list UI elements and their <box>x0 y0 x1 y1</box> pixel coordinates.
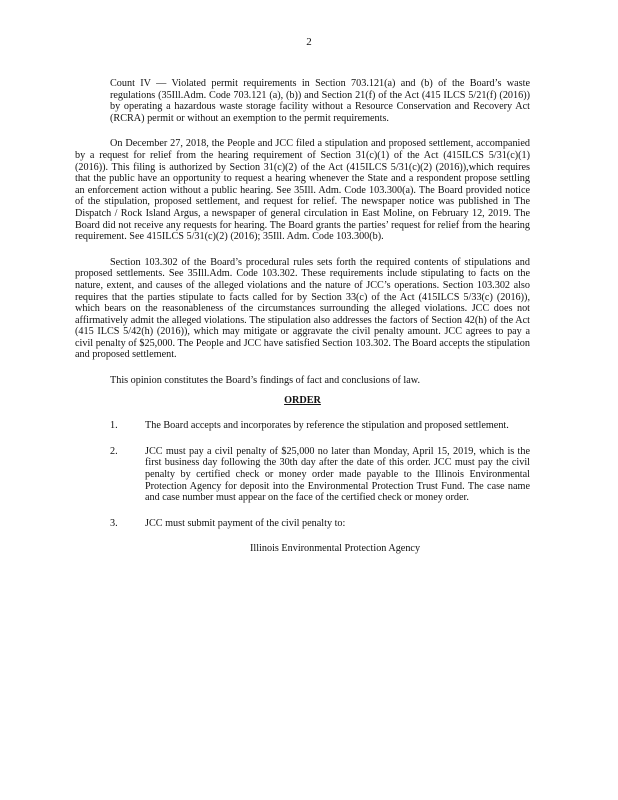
order-item-number: 1. <box>110 420 118 432</box>
order-heading <box>75 395 530 407</box>
count-iv-paragraph: Count IV — Violated permit requirements in Section 703.121(a) and (b) of the Board’s waste regulations (35Ill.Adm. Code 703.121 (a), (b)) and Section 21(f) of the Act (415 ILCS 5/21(f) (2016)) by operating a hazardous waste storage facility without a Resource Conservation and Recovery Act (RCRA) permit or without an exemption to the permit requirements. <box>110 78 530 124</box>
payment-address-line: Illinois Environmental Protection Agency <box>250 543 421 555</box>
order-item-text: JCC must pay a civil penalty of $25,000 no later than Monday, April 15, 2019, which is the first business day following the 30th day after the date of this order. JCC must pay the civil penalty by certified check or money order made payable to the Illinois Environmental Protection Agency for deposit into the Environmental Protection Trust Fund. The case name and case number must appear on the face of the certified check or money order. <box>145 445 530 504</box>
section-103-302-paragraph: Section 103.302 of the Board’s procedural rules sets forth the required contents of stipulations and proposed settlements. See 35Ill.Adm. Code 103.302. These requirements include stipulating to facts on the nature, extent, and causes of the alleged violations and the nature of JCC’s operations. Section 103.302 also requires that the parties stipulate to facts called for by Section 33(c) of the Act (415ILCS 5/33(c) (2016)), which bears on the reasonableness of the circumstances surrounding the alleged violations. JCC does not affirmatively admit the alleged violations. The stipulation also addresses the factors of Section 42(h) of the Act (415 ILCS 5/42(h) (2016)), which may mitigate or aggravate the civil penalty amount. JCC agrees to pay a civil penalty of $25,000. The People and JCC have satisfied Section 103.302. The Board accepts the stipulation and proposed settlement. <box>75 256 530 361</box>
order-item <box>75 446 530 504</box>
order-item <box>75 420 530 432</box>
order-heading-text: ORDER <box>284 394 321 406</box>
findings-paragraph: This opinion constitutes the Board’s findings of fact and conclusions of law. <box>110 375 421 387</box>
page-number: 2 <box>306 36 312 48</box>
stipulation-paragraph: On December 27, 2018, the People and JCC filed a stipulation and proposed settlement, accompanied by a request for relief from the hearing requirement of Section 31(c)(1) of the Act (415ILCS 5/31(c)(1) (2016)). This filing is authorized by Section 31(c)(2) of the Act (415ILCS 5/31(c)(2) (2016)),which requires that the public have an opportunity to request a hearing whenever the State and a respondent propose settling an enforcement action without a public hearing. See 35Ill. Adm. Code 103.300(a). The Board provided notice of the stipulation, proposed settlement, and request for relief. The newspaper notice was published in The Dispatch / Rock Island Argus, a newspaper of general circulation in East Moline, on February 12, 2019. The Board did not receive any requests for hearing. The Board grants the parties’ request for relief from the hearing requirement. See 415ILCS 5/31(c)(2) (2016); 35Ill. Adm. Code 103.300(b). <box>75 138 530 243</box>
document-body <box>75 78 530 569</box>
order-item-number: 2. <box>110 445 118 457</box>
order-item-text: The Board accepts and incorporates by reference the stipulation and proposed settlement. <box>145 420 509 432</box>
order-item-number: 3. <box>110 517 118 529</box>
order-item-text: JCC must submit payment of the civil penalty to: <box>145 517 346 529</box>
order-item <box>75 518 530 555</box>
